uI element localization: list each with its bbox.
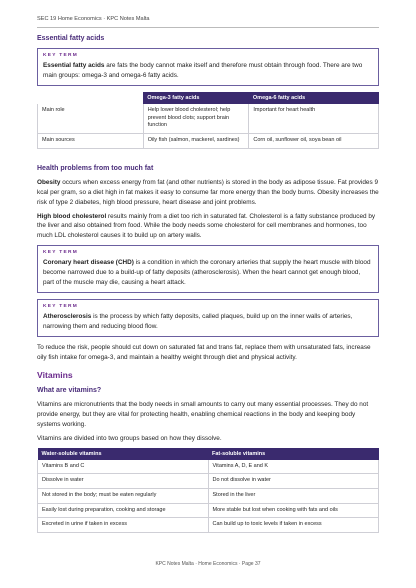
- running-header: SEC 19 Home Economics · KPC Notes Malta: [37, 16, 150, 22]
- vitamins-groups-paragraph: Vitamins are divided into two groups based on how they dissolve.: [37, 434, 222, 442]
- key-term-box-atherosclerosis: [37, 299, 379, 337]
- table-cell: Important for heart health: [249, 104, 379, 134]
- key-term-word: Essential fatty acids: [43, 62, 105, 70]
- table-row: [38, 474, 379, 489]
- table-row: [38, 518, 379, 533]
- table-cell: Dissolve in water: [38, 474, 209, 489]
- health-problems-heading: Health problems from too much fat: [37, 164, 154, 172]
- table-row: [38, 134, 379, 149]
- table-cell: Help lower blood cholesterol; help prevent blood clots; support brain function: [143, 104, 249, 134]
- table-cell: Vitamins A, D, E and K: [208, 460, 379, 474]
- key-term-definition: is a condition in which the coronary arteries that supply the heart muscle with blood become narrowed due to a build-up of fatty deposits (atherosclerosis). When the heart cannot get enough blood, part of the muscle may die, causing a heart attack.: [43, 259, 371, 287]
- table-row: [38, 488, 379, 503]
- table-header-row: [38, 448, 379, 460]
- table-cell: More stable but lost when cooking with fats and oils: [208, 503, 379, 518]
- cholesterol-term: High blood cholesterol: [37, 212, 107, 220]
- table-header-cell: Omega-6 fatty acids: [249, 92, 379, 104]
- key-term-word: Coronary heart disease (CHD): [43, 259, 134, 267]
- vitamins-intro-paragraph: Vitamins are micronutrients that the body needs in small amounts to carry out many essential processes. They do not provide energy, but they are vital for protecting health, enabling chemical reactions in the body and keeping body systems working.: [37, 400, 369, 428]
- key-term-text: [43, 312, 373, 332]
- table-cell: Vitamins B and C: [38, 460, 209, 474]
- table-cell: Can build up to toxic levels if taken in excess: [208, 518, 379, 533]
- obesity-text: occurs when excess energy from fat (and other nutrients) is stored in the body as adipose tissue. Fat provides 9 kcal per gram, so a diet high in fat makes it easy to consume far more energy than the body burns. Obesity increases the risk of type 2 diabetes, high blood pressure, heart disease and joint problems.: [37, 178, 379, 206]
- what-are-vitamins-heading: What are vitamins?: [37, 386, 102, 394]
- key-term-word: Atherosclerosis: [43, 313, 92, 321]
- table-cell: Main sources: [38, 134, 144, 149]
- table-row: [38, 460, 379, 474]
- key-term-box-fatty-acids: [37, 48, 379, 86]
- table-row: [38, 503, 379, 518]
- cholesterol-paragraph: [37, 212, 379, 242]
- obesity-term: Obesity: [37, 178, 61, 186]
- table-header-cell: Omega-3 fatty acids: [143, 92, 249, 104]
- table-header-cell: [38, 92, 144, 104]
- cholesterol-text: results mainly from a diet too rich in saturated fat. Cholesterol is a fatty substance produced by the liver and also obtained from food. While the body needs some cholesterol for cell membranes and hormones, too much LDL cholesterol causes it to build up on artery walls.: [37, 212, 376, 240]
- table-header-cell: Water-soluble vitamins: [38, 448, 209, 460]
- table-cell: Stored in the liver: [208, 488, 379, 503]
- key-term-box-chd: [37, 245, 379, 293]
- table-cell: Oily fish (salmon, mackerel, sardines): [143, 134, 249, 149]
- essential-fatty-acids-heading: Essential fatty acids: [37, 35, 105, 42]
- key-term-text: [43, 61, 373, 81]
- key-term-label: KEY TERM: [43, 53, 79, 59]
- table-cell: Main role: [38, 104, 144, 134]
- vitamins-table: [37, 448, 379, 533]
- page-content: [37, 34, 379, 533]
- table-cell: Not stored in the body; must be eaten regularly: [38, 488, 209, 503]
- vitamins-heading: Vitamins: [37, 369, 73, 380]
- key-term-label: KEY TERM: [43, 250, 79, 256]
- key-term-text: [43, 258, 373, 288]
- table-cell: Corn oil, sunflower oil, soya bean oil: [249, 134, 379, 149]
- table-cell: Easily lost during preparation, cooking and storage: [38, 503, 209, 518]
- obesity-paragraph: [37, 178, 379, 208]
- key-term-definition: are fats the body cannot make itself and therefore must obtain through food. There are two main groups: omega-3 and omega-6 fatty acids.: [43, 62, 363, 80]
- table-header-cell: Fat-soluble vitamins: [208, 448, 379, 460]
- table-cell: Excreted in urine if taken in excess: [38, 518, 209, 533]
- table-cell: Do not dissolve in water: [208, 474, 379, 489]
- fatty-acids-table: [37, 92, 379, 149]
- page-footer: KPC Notes Malta · Home Economics · Page 37: [155, 561, 261, 567]
- risk-reduction-paragraph: To reduce the risk, people should cut down on saturated fat and trans fat, replace them with unsaturated fats, increase oily fish intake for omega-3, and maintain a healthy weight through diet and physical activity.: [37, 343, 371, 361]
- table-row: [38, 104, 379, 134]
- table-header-row: [38, 92, 379, 104]
- header-divider: [37, 27, 379, 28]
- key-term-label: KEY TERM: [43, 304, 79, 310]
- key-term-definition: is the process by which fatty deposits, called plaques, build up on the inner walls of arteries, narrowing them and reducing blood flow.: [43, 313, 353, 330]
